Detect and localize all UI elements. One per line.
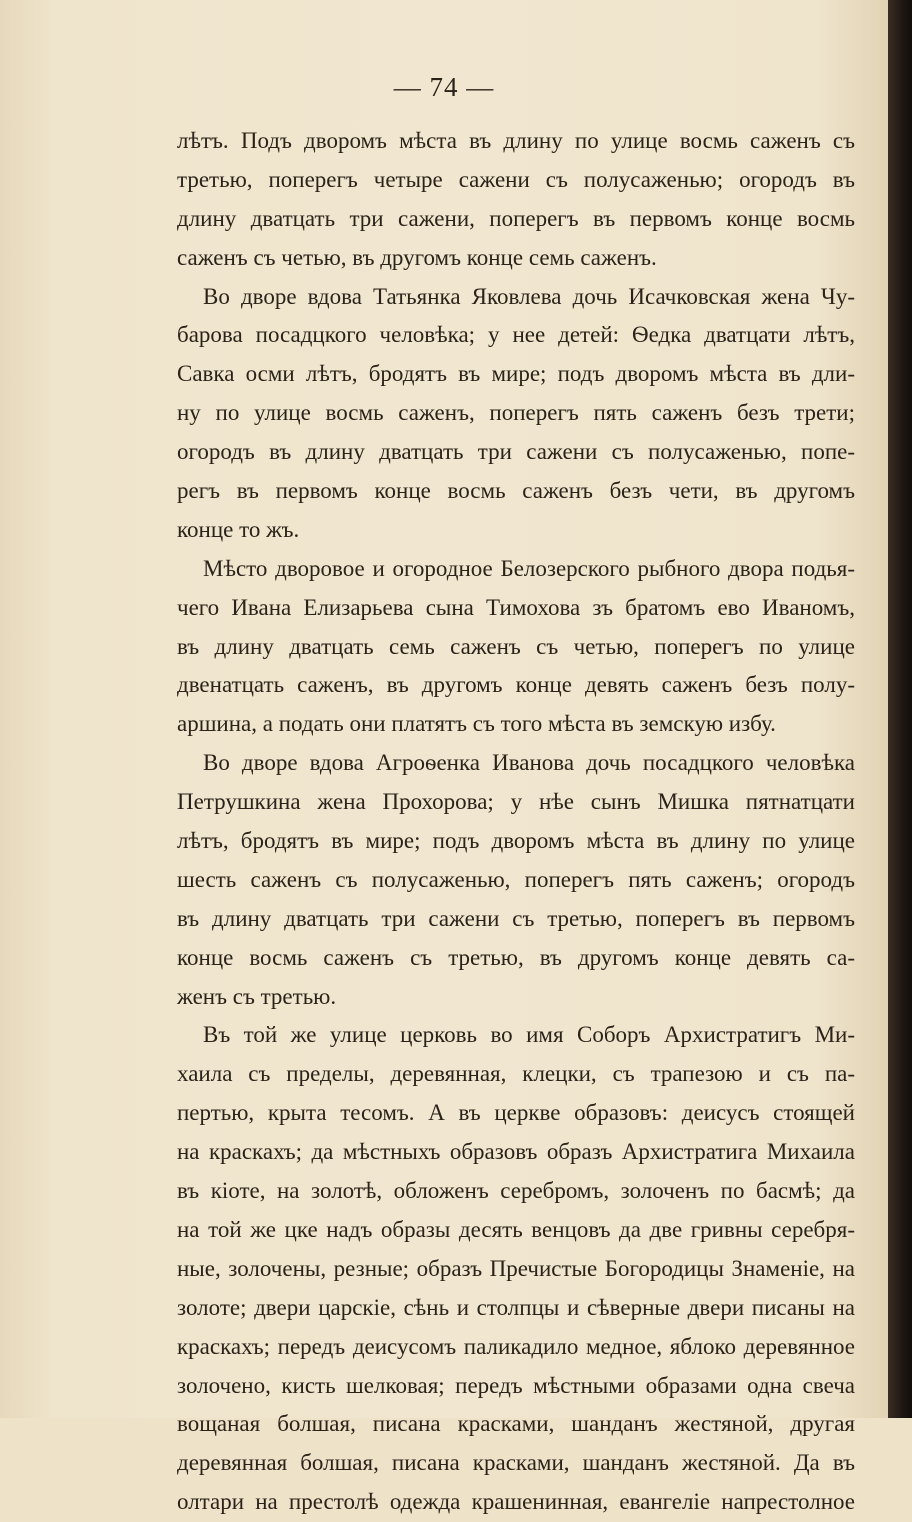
text-line: въ длину дватцать три сажени съ третью, поперегъ въ первомъ [177, 905, 855, 931]
text-line: вощаная болшая, писана красками, шанданъ жестяной, другая [177, 1411, 855, 1437]
text-line: лѣтъ, бродятъ въ мире; подъ дворомъ мѣста въ длину по улице [177, 828, 855, 854]
text-line: Во дворе вдова Агроѳенка Иванова дочь посадцкого человѣка [203, 750, 855, 776]
text-line: шесть саженъ съ полусаженью, поперегъ пять саженъ; огородъ [177, 866, 855, 892]
text-line: чего Ивана Елизарьева сына Тимохова зъ братомъ ево Иваномъ, [177, 594, 855, 620]
text-line: въ кіоте, на золотѣ, обложенъ серебромъ, золоченъ по басмѣ; да [177, 1178, 855, 1204]
book-spine-shadow [888, 0, 912, 1418]
text-line: краскахъ; передъ деисусомъ паликадило медное, яблоко деревянное [177, 1333, 855, 1359]
text-line: Мѣсто дворовое и огородное Белозерского рыбного двора подья- [203, 555, 855, 581]
text-line: ну по улице восмь саженъ, поперегъ пять саженъ безъ трети; [177, 400, 855, 426]
text-line: лѣтъ. Подъ дворомъ мѣста въ длину по улице восмь саженъ съ [177, 128, 855, 153]
text-line: золоте; двери царскіе, сѣнь и столпцы и сѣверные двери писаны на [177, 1294, 855, 1320]
text-line: Савка осми лѣтъ, бродятъ въ мире; подъ дворомъ мѣста въ дли- [177, 361, 855, 387]
text-line: на краскахъ; да мѣстныхъ образовъ образъ Архистратига Михаила [177, 1139, 855, 1165]
text-line: Въ той же улице церковь во имя Соборъ Архистратигъ Ми- [203, 1022, 855, 1048]
body-text [177, 122, 855, 1522]
text-line: деревянная болшая, писана красками, шанданъ жестяной. Да въ [177, 1450, 855, 1476]
text-line: регъ въ первомъ конце восмь саженъ безъ чети, въ другомъ [177, 478, 855, 504]
text-line: огородъ въ длину дватцать три сажени съ полусаженью, попе- [177, 439, 855, 465]
text-line: олтари на престолѣ одежда крашенинная, евангеліе напрестолное [177, 1489, 855, 1515]
text-line: Петрушкина жена Прохорова; у нѣе сынъ Мишка пятнатцати [177, 789, 855, 815]
text-line: на той же цке надъ образы десять венцовъ да две гривны серебря- [177, 1216, 855, 1242]
text-line: двенатцать саженъ, въ другомъ конце девять саженъ безъ полу- [177, 672, 855, 698]
text-line: золочено, кисть шелковая; передъ мѣстными образами одна свеча [177, 1372, 855, 1398]
text-line: хаила съ пределы, деревянная, клецки, съ трапезою и съ па- [177, 1061, 855, 1087]
page-number: — 74 — [393, 72, 495, 102]
text-line: женъ съ третью. [177, 983, 337, 1009]
text-line: конце восмь саженъ съ третью, въ другомъ конце девять са- [177, 944, 855, 970]
text-line: длину дватцать три сажени, поперегъ въ первомъ конце восмь [177, 205, 855, 231]
text-line: барова посадцкого человѣка; у нее детей: Ѳедка дватцати лѣтъ, [177, 322, 855, 348]
text-line: саженъ съ четью, въ другомъ конце семь саженъ. [177, 244, 657, 270]
text-line: ные, золочены, резные; образъ Пречистые Богородицы Знаменіе, на [177, 1255, 855, 1281]
text-line: конце то жъ. [177, 516, 300, 542]
text-line: въ длину дватцать семь саженъ съ четью, поперегъ по улице [177, 633, 855, 659]
text-line: аршина, а подать они платятъ съ того мѣста въ земскую избу. [177, 711, 776, 737]
text-line: пертью, крыта тесомъ. А въ церкве образовъ: деисусъ стоящей [177, 1100, 855, 1126]
text-line: третью, поперегъ четыре сажени съ полусаженью; огородъ въ [177, 166, 855, 192]
text-line: Во дворе вдова Татьянка Яковлева дочь Исачковская жена Чу- [203, 283, 855, 309]
